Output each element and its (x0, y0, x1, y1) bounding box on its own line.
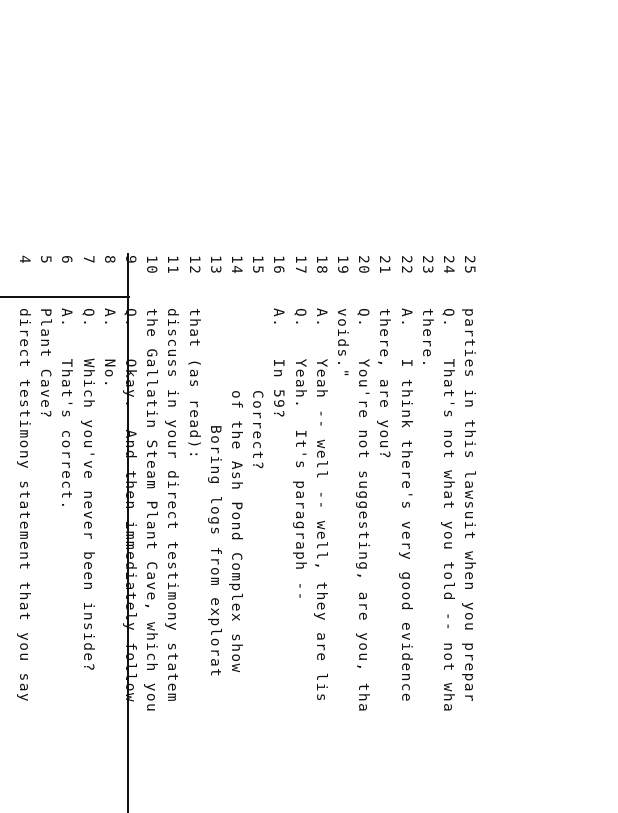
line-number: 10 (143, 255, 160, 276)
line-text: direct testimony statement that you say (16, 308, 32, 704)
line-number: 18 (312, 255, 329, 276)
margin-rule-vertical (0, 296, 130, 298)
line-text: A. I think there's very good evidence (397, 308, 414, 704)
line-number: 16 (270, 255, 287, 276)
line-number: 7 (79, 255, 96, 266)
line-number: 19 (334, 255, 350, 276)
line-text: there, are you? (376, 308, 393, 460)
line-number: 5 (37, 255, 54, 266)
line-number: 15 (249, 255, 266, 276)
line-number: 25 (461, 255, 478, 276)
line-number: 11 (164, 255, 181, 276)
line-number: 21 (376, 255, 393, 276)
line-text: parties in this lawsuit when you prepar (461, 308, 478, 704)
line-number: 20 (355, 255, 372, 276)
line-text: voids." (334, 308, 350, 379)
line-text: A. No. (100, 308, 117, 390)
line-text: Boring logs from explorat (206, 425, 223, 679)
line-number: 23 (418, 255, 435, 276)
line-number: 13 (206, 255, 223, 276)
line-number: 8 (100, 255, 117, 266)
line-number: 12 (185, 255, 202, 276)
line-number: 6 (58, 255, 75, 266)
line-text: Q. Okay. And then immediately follow (122, 308, 138, 704)
line-number: 17 (291, 255, 308, 276)
line-text: of the Ash Pond Complex show (228, 390, 244, 674)
line-text: there. (418, 308, 435, 369)
line-text: Q. That's not what you told -- not wha (440, 308, 456, 714)
line-text: Correct? (249, 390, 266, 472)
line-text: A. In 59? (270, 308, 287, 420)
line-text: Q. Yeah. It's paragraph -- (291, 308, 308, 602)
line-text: Q. You're not suggesting, are you, tha (355, 308, 372, 714)
line-text: A. That's correct. (58, 308, 75, 511)
line-text: Q. Which you've never been inside? (79, 308, 96, 673)
line-number: 9 (122, 255, 138, 266)
line-text: A. Yeah -- well -- well, they are lis (312, 308, 329, 704)
line-text: the Gallatin Steam Plant Cave, which you (143, 308, 160, 714)
line-text: Plant Cave? (37, 308, 54, 420)
line-number: 4 (16, 255, 32, 266)
line-number: 22 (397, 255, 414, 276)
line-text: that (as read): (185, 308, 202, 460)
line-text: discuss in your direct testimony statem (164, 308, 181, 704)
line-number: 14 (228, 255, 244, 276)
line-number: 24 (440, 255, 456, 276)
